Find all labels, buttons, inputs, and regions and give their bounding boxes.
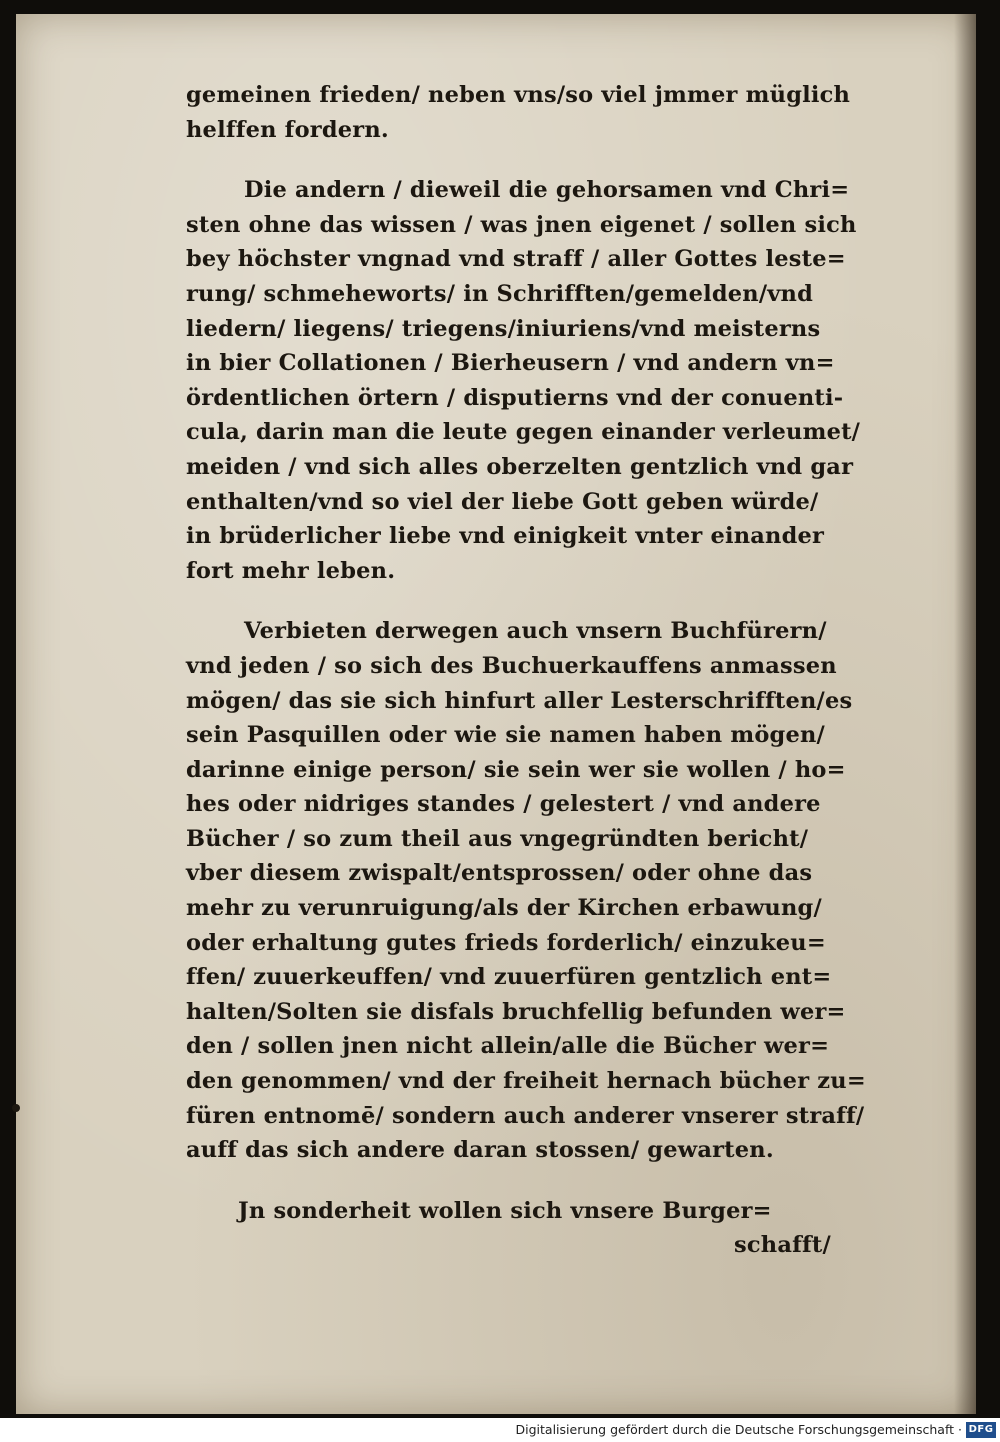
text-line: füren entnomē/ sondern auch anderer vnserer straff/ [186, 1102, 865, 1129]
text-line: fort mehr leben. [186, 557, 396, 584]
text-line: oder erhaltung gutes frieds forderlich/ einzukeu= [186, 929, 826, 956]
text-line: vber diesem zwispalt/entsprossen/ oder ohne das [186, 860, 813, 887]
text-line: vnd jeden / so sich des Buchuerkauffens anmassen [186, 652, 837, 679]
text-line: gemeinen frieden/ neben vns/so viel jmmer müglich [186, 82, 851, 108]
document-text [186, 78, 866, 1263]
text-line: hes oder nidriges standes / gelestert / vnd andere [186, 791, 821, 818]
text-line: darinne einige person/ sie sein wer sie wollen / ho= [186, 756, 846, 783]
text-line: in brüderlicher liebe vnd einigkeit vnter einander [186, 523, 825, 550]
paragraph-2 [186, 173, 861, 588]
text-line: Die andern / dieweil die gehorsamen vnd Chri= [244, 177, 850, 204]
text-line: sein Pasquillen oder wie sie namen haben mögen/ [186, 722, 825, 749]
text-line: Jn sonderheit wollen sich vnsere Burger= [238, 1197, 772, 1224]
text-line: den genommen/ vnd der freiheit hernach bücher zu= [186, 1068, 866, 1095]
page-gutter-shadow [954, 14, 976, 1414]
paragraph-3 [186, 614, 866, 1168]
ink-speck [12, 1104, 20, 1112]
text-line: enthalten/vnd so viel der liebe Gott geben würde/ [186, 488, 819, 515]
text-line: auff das sich andere daran stossen/ gewarten. [186, 1137, 774, 1164]
catchword: schafft/ [734, 1232, 831, 1259]
text-line: mehr zu verunruigung/als der Kirchen erbawung/ [186, 895, 822, 922]
text-line: ffen/ zuuerkeuffen/ vnd zuuerfüren gentzlich ent= [186, 964, 832, 991]
text-line: Bücher / so zum theil aus vngegründten bericht/ [186, 825, 809, 852]
text-line: helffen fordern. [186, 116, 389, 143]
text-line: meiden / vnd sich alles oberzelten gentzlich vnd gar [186, 453, 854, 480]
text-line: in bier Collationen / Bierheusern / vnd andern vn= [186, 350, 835, 377]
text-line: rung/ schmeheworts/ in Schrifften/gemelden/vnd [186, 280, 814, 307]
funding-note: Digitalisierung gefördert durch die Deutsche Forschungsgemeinschaft · [515, 1422, 962, 1437]
footer-bar [0, 1418, 1000, 1442]
dfg-logo[interactable]: DFG [966, 1422, 996, 1438]
text-line: bey höchster vngnad vnd straff / aller Gottes leste= [186, 246, 846, 273]
paragraph-1 [186, 78, 851, 147]
text-line: Verbieten derwegen auch vnsern Buchfürern/ [244, 618, 827, 645]
text-line: halten/Solten sie disfals bruchfellig befunden wer= [186, 998, 846, 1025]
text-line: ördentlichen örtern / disputierns vnd der conuenti- [186, 384, 844, 411]
text-line: mögen/ das sie sich hinfurt aller Lesterschrifften/es [186, 687, 853, 714]
text-line: liedern/ liegens/ triegens/iniuriens/vnd meisterns [186, 315, 821, 342]
text-line: sten ohne das wissen / was jnen eigenet / sollen sich [186, 211, 857, 238]
paragraph-4 [186, 1194, 846, 1263]
text-line: den / sollen jnen nicht allein/alle die Bücher wer= [186, 1033, 830, 1060]
text-line: cula, darin man die leute gegen einander verleumet/ [186, 419, 861, 446]
